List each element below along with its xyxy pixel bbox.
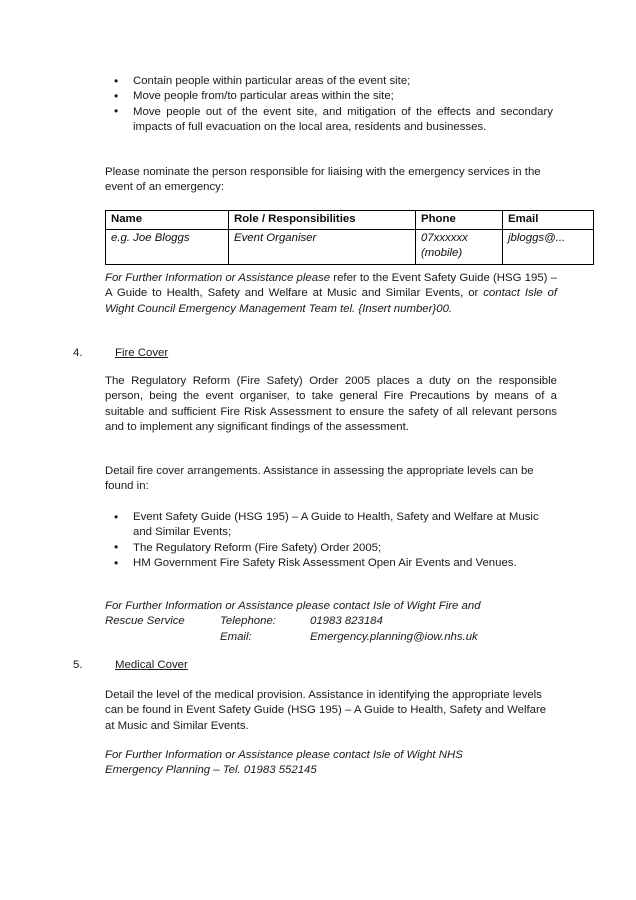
email-label: Email: <box>220 630 252 643</box>
table-header-row <box>106 211 594 230</box>
fire-contact-email-row <box>105 630 560 645</box>
fire-contact-telephone-row <box>105 614 560 629</box>
medical-contact-block <box>105 748 560 779</box>
cell-name: e.g. Joe Bloggs <box>106 230 229 264</box>
fire-cover-paragraph-1: The Regulatory Reform (Fire Safety) Order 2005 places a duty on the responsible person, being the event organiser, to take general Fire Precautions by means of a suitable and sufficient Fire Risk Assessment to ensure the safety of all relevant persons and to implement any significant findings of the assessment. <box>105 375 557 434</box>
section-title: Medical Cover <box>115 659 188 671</box>
table-row <box>106 230 594 264</box>
fire-cover-paragraph-2: Detail fire cover arrangements. Assistance in assessing the appropriate levels can be found in: <box>105 465 534 493</box>
email-value: Emergency.planning@iow.nhs.uk <box>310 630 478 643</box>
emergency-contact-table-wrapper <box>105 210 594 265</box>
telephone-label: Telephone: <box>220 615 276 628</box>
cell-email: jbloggs@... <box>503 230 594 264</box>
further-info-italic-lead: For Further Information or Assistance please <box>105 272 331 284</box>
fire-contact-org: Rescue Service <box>105 615 185 628</box>
column-header-email: Email <box>503 211 594 230</box>
emergency-further-information-note <box>105 271 557 317</box>
medical-contact-line-2: Emergency Planning – Tel. 01983 552145 <box>105 764 317 777</box>
section-number: 5. <box>73 659 83 671</box>
nominate-paragraph: Please nominate the person responsible for liaising with the emergency services in the event of an emergency: <box>105 166 541 194</box>
column-header-name: Name <box>106 211 229 230</box>
cell-phone <box>416 230 503 264</box>
list-item: • HM Government Fire Safety Risk Assessment Open Air Events and Venues. <box>105 556 557 571</box>
medical-cover-paragraph-1: Detail the level of the medical provision. Assistance in identifying the appropriate levels can be found in Event Safety Guide (HSG 195) – A Guide to Health, Safety and Welfare at Music and Similar Events. <box>105 689 547 732</box>
cell-phone-number: 07xxxxxx <box>421 232 468 245</box>
emergency-contact-table <box>105 210 594 265</box>
fire-rescue-contact-block <box>105 599 560 645</box>
cell-role: Event Organiser <box>229 230 416 264</box>
column-header-role: Role / Responsibilities <box>229 211 416 230</box>
further-info-regular-mid: refer to the Event Safety Guide (HSG 195) – A Guide to Health, Safety and Welfare at Music and Similar Events, or <box>105 272 557 300</box>
cell-phone-note: (mobile) <box>421 247 463 260</box>
telephone-value: 01983 823184 <box>310 615 383 628</box>
section-heading-medical-cover <box>73 658 188 673</box>
list-item: • The Regulatory Reform (Fire Safety) Order 2005; <box>105 541 557 556</box>
column-header-phone: Phone <box>416 211 503 230</box>
list-item: • Move people from/to particular areas within the site; <box>105 89 553 104</box>
evacuation-bullet-list <box>105 74 553 136</box>
further-info-italic-tail: contact Isle of Wight Council Emergency Management Team tel. {Insert number}00. <box>105 287 557 315</box>
section-heading-fire-cover <box>73 346 168 361</box>
section-number: 4. <box>73 347 83 359</box>
fire-cover-bullet-list <box>105 510 557 572</box>
medical-contact-line-1: For Further Information or Assistance please contact Isle of Wight NHS <box>105 749 463 761</box>
list-item: • Event Safety Guide (HSG 195) – A Guide to Health, Safety and Welfare at Music and Similar Events; <box>105 510 557 541</box>
fire-contact-line-1: For Further Information or Assistance please contact Isle of Wight Fire and <box>105 600 481 612</box>
section-title: Fire Cover <box>115 347 169 359</box>
list-item: • Move people out of the event site, and mitigation of the effects and secondary impacts of full evacuation on the local area, residents and businesses. <box>105 105 553 136</box>
list-item: • Contain people within particular areas of the event site; <box>105 74 553 89</box>
